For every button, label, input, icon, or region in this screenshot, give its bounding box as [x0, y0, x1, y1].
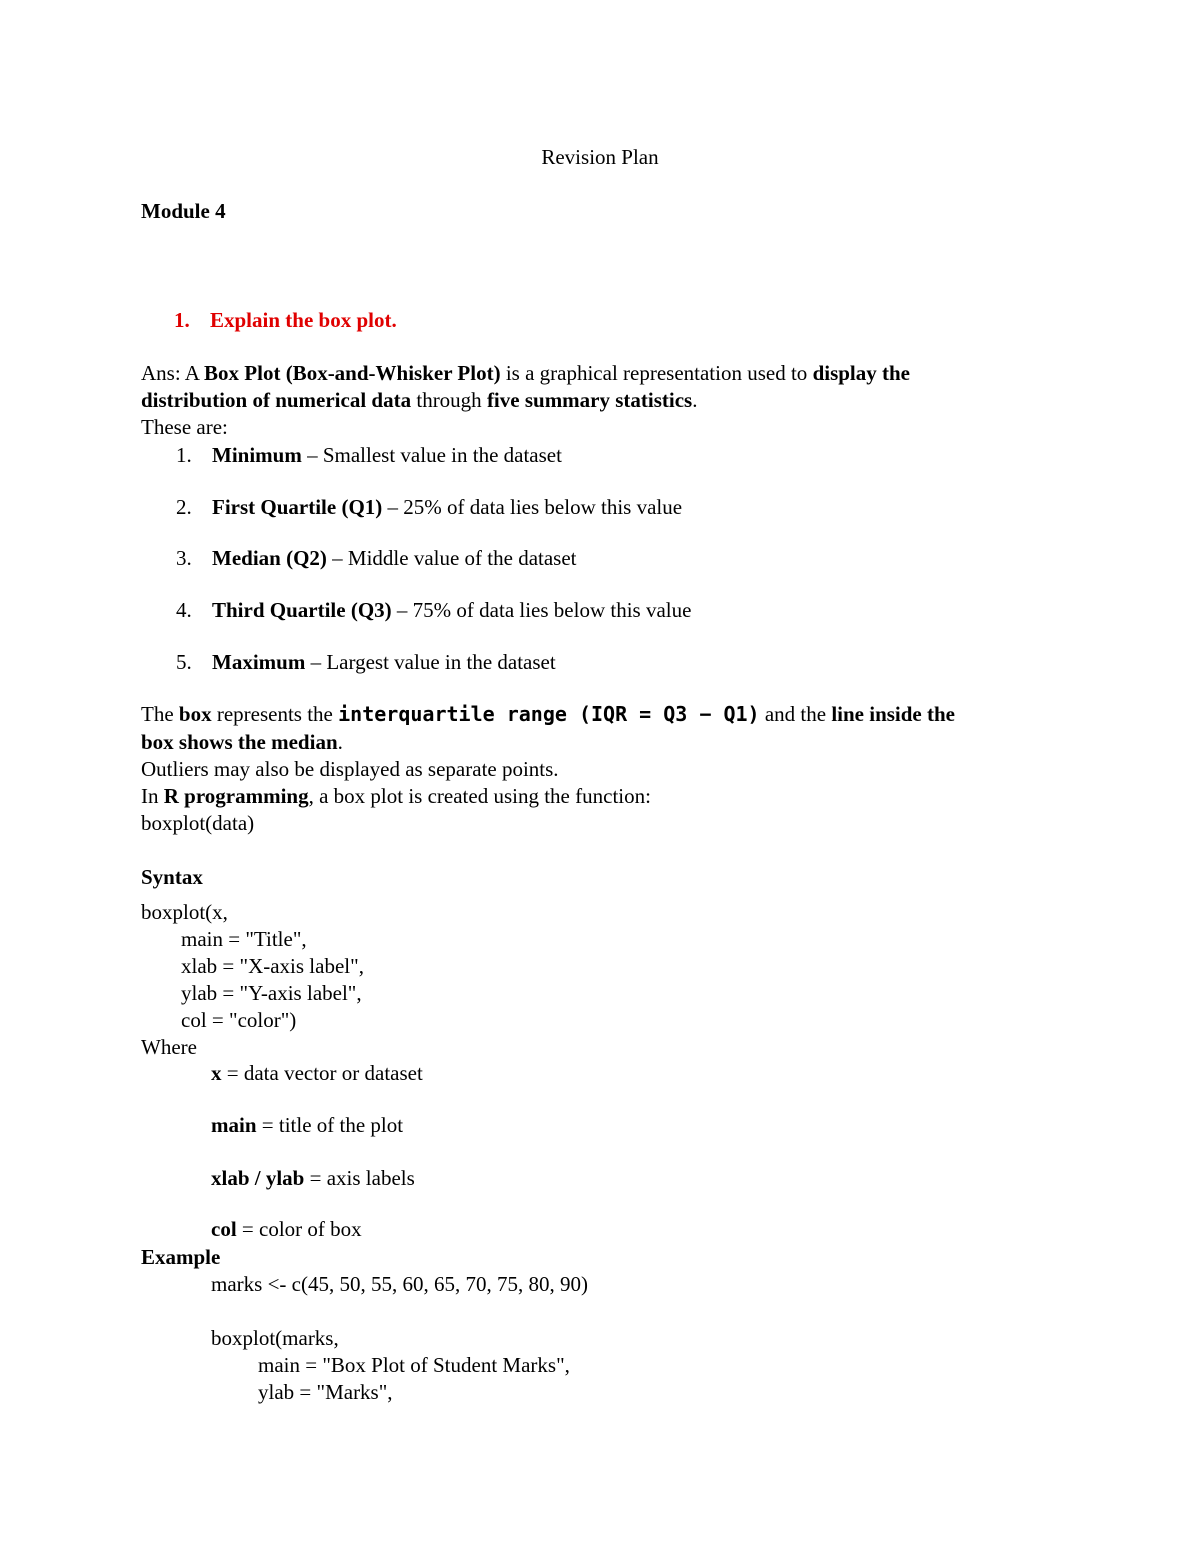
list-item: 1. Minimum – Smallest value in the dataset: [176, 443, 562, 467]
iqr-line-1: The box represents the interquartile range (IQR = Q3 − Q1) and the line inside the: [141, 702, 955, 726]
example-heading: Example: [141, 1245, 221, 1269]
where-label: Where: [141, 1035, 197, 1059]
code-line: boxplot(marks,: [211, 1326, 339, 1350]
code-line: main = "Box Plot of Student Marks",: [258, 1353, 570, 1377]
code-line: xlab = "X-axis label",: [181, 954, 364, 978]
page-title: Revision Plan: [541, 145, 659, 169]
param-item: xlab / ylab = axis labels: [211, 1166, 415, 1190]
function-line: boxplot(data): [141, 811, 255, 835]
list-item: 3. Median (Q2) – Middle value of the dataset: [176, 546, 577, 570]
iqr-term: interquartile range (IQR = Q3 − Q1): [338, 702, 760, 726]
outliers-line: Outliers may also be displayed as separate points.: [141, 757, 559, 781]
param-item: x = data vector or dataset: [211, 1061, 423, 1085]
list-item: 4. Third Quartile (Q3) – 75% of data lies below this value: [176, 598, 692, 622]
question-heading: [174, 307, 397, 333]
syntax-heading: Syntax: [141, 865, 203, 889]
module-heading: Module 4: [141, 199, 226, 223]
question-text: Explain the box plot.: [210, 308, 397, 332]
answer-line-2: distribution of numerical data through five summary statistics.: [141, 388, 698, 412]
these-are-label: These are:: [141, 415, 228, 439]
param-item: col = color of box: [211, 1217, 362, 1241]
answer-line-1: Ans: A Box Plot (Box-and-Whisker Plot) is a graphical representation used to display the: [141, 361, 911, 385]
code-line: ylab = "Y-axis label",: [181, 981, 362, 1005]
param-item: main = title of the plot: [211, 1113, 404, 1137]
list-item: 2. First Quartile (Q1) – 25% of data lies below this value: [176, 495, 683, 519]
list-item: 5. Maximum – Largest value in the dataset: [176, 650, 556, 674]
question-number: 1.: [174, 308, 190, 332]
r-programming-line: In R programming, a box plot is created using the function:: [141, 784, 651, 808]
iqr-line-2: box shows the median.: [141, 730, 343, 754]
code-line: boxplot(x,: [141, 900, 228, 924]
code-line: marks <- c(45, 50, 55, 60, 65, 70, 75, 80, 90): [211, 1272, 588, 1296]
code-line: col = "color"): [181, 1008, 297, 1032]
code-line: ylab = "Marks",: [258, 1380, 393, 1404]
code-line: main = "Title",: [181, 927, 307, 951]
